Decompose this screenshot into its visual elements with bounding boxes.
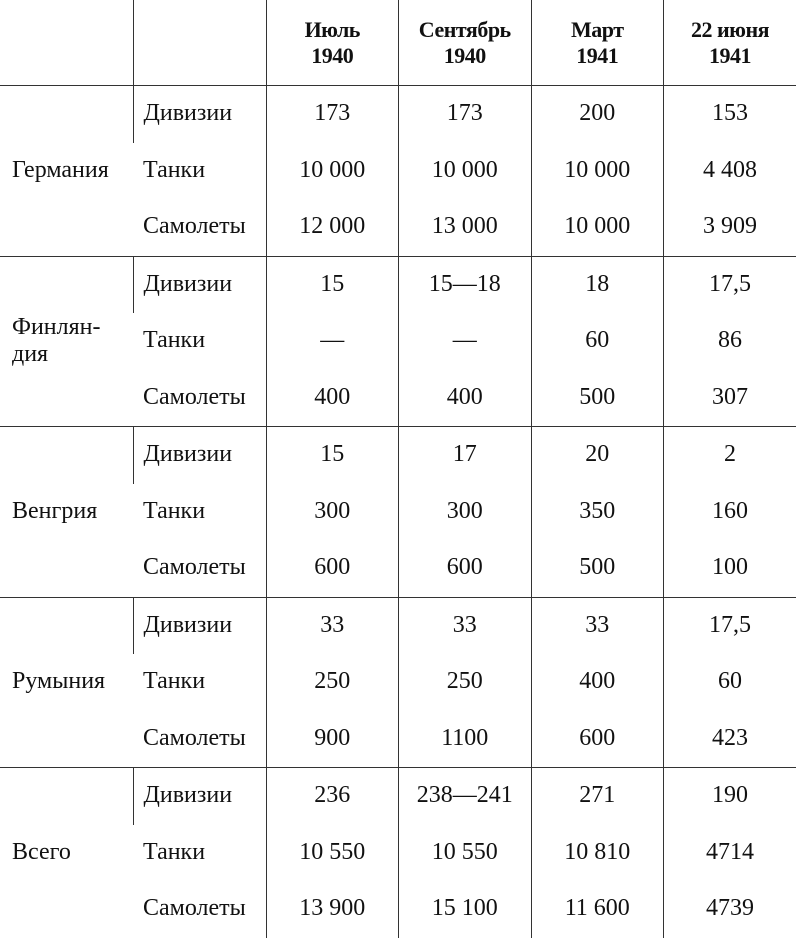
value-cell: 10 000: [266, 143, 399, 200]
value-cell: 350: [531, 484, 664, 541]
row-type-label: Танки: [133, 484, 266, 541]
header-row: [0, 0, 796, 86]
country-cell: Венгрия: [0, 427, 133, 598]
value-cell: 10 000: [531, 143, 664, 200]
column-header: [399, 0, 532, 86]
value-cell: 33: [531, 597, 664, 654]
column-header-label: Сентябрь: [399, 17, 531, 42]
value-cell: 86: [664, 313, 796, 370]
row-type-label: Дивизии: [133, 256, 266, 313]
row-type-label: Танки: [133, 654, 266, 711]
value-cell: 18: [531, 256, 664, 313]
column-header-year: 1940: [267, 43, 399, 68]
row-type-label: Самолеты: [133, 881, 266, 938]
row-type-label: Самолеты: [133, 370, 266, 427]
value-cell: 12 000: [266, 199, 399, 256]
value-cell: 300: [266, 484, 399, 541]
row-type-label: Танки: [133, 825, 266, 882]
table-body: [0, 86, 796, 938]
value-cell: 15—18: [399, 256, 532, 313]
country-cell: Германия: [0, 86, 133, 257]
value-cell: 33: [266, 597, 399, 654]
row-type-label: Танки: [133, 143, 266, 200]
value-cell: 271: [531, 768, 664, 825]
value-cell: 4739: [664, 881, 796, 938]
column-header: [531, 0, 664, 86]
value-cell: 500: [531, 540, 664, 597]
value-cell: 600: [531, 711, 664, 768]
value-cell: 238—241: [399, 768, 532, 825]
table-row: [0, 597, 796, 654]
value-cell: 15: [266, 256, 399, 313]
value-cell: 15 100: [399, 881, 532, 938]
country-cell: Всего: [0, 768, 133, 938]
value-cell: 250: [399, 654, 532, 711]
value-cell: 33: [399, 597, 532, 654]
table-row: [0, 256, 796, 313]
value-cell: 15: [266, 427, 399, 484]
value-cell: 160: [664, 484, 796, 541]
value-cell: 400: [399, 370, 532, 427]
value-cell: 10 550: [266, 825, 399, 882]
value-cell: 1100: [399, 711, 532, 768]
column-header-label: 22 июня: [664, 17, 796, 42]
value-cell: 4714: [664, 825, 796, 882]
row-type-label: Дивизии: [133, 427, 266, 484]
value-cell: —: [266, 313, 399, 370]
row-type-label: Самолеты: [133, 540, 266, 597]
country-cell: Румыния: [0, 597, 133, 768]
value-cell: 60: [664, 654, 796, 711]
value-cell: 3 909: [664, 199, 796, 256]
value-cell: 17: [399, 427, 532, 484]
value-cell: 250: [266, 654, 399, 711]
table-row: [0, 427, 796, 484]
value-cell: 13 000: [399, 199, 532, 256]
value-cell: 190: [664, 768, 796, 825]
value-cell: 423: [664, 711, 796, 768]
value-cell: 11 600: [531, 881, 664, 938]
value-cell: 200: [531, 86, 664, 143]
value-cell: 10 000: [399, 143, 532, 200]
column-header: [266, 0, 399, 86]
column-header-year: 1941: [664, 43, 796, 68]
value-cell: 17,5: [664, 597, 796, 654]
value-cell: 400: [531, 654, 664, 711]
value-cell: 10 810: [531, 825, 664, 882]
row-type-label: Самолеты: [133, 199, 266, 256]
column-header-label: Июль: [267, 17, 399, 42]
header-corner-country: [0, 0, 133, 86]
value-cell: 10 550: [399, 825, 532, 882]
table-row: [0, 768, 796, 825]
column-header-label: Март: [532, 17, 664, 42]
value-cell: 173: [399, 86, 532, 143]
value-cell: 20: [531, 427, 664, 484]
column-header-year: 1940: [399, 43, 531, 68]
value-cell: 600: [399, 540, 532, 597]
country-cell: [0, 256, 133, 427]
column-header: [664, 0, 796, 86]
value-cell: 500: [531, 370, 664, 427]
value-cell: 153: [664, 86, 796, 143]
value-cell: —: [399, 313, 532, 370]
value-cell: 307: [664, 370, 796, 427]
value-cell: 236: [266, 768, 399, 825]
header-corner-type: [133, 0, 266, 86]
row-type-label: Танки: [133, 313, 266, 370]
row-type-label: Дивизии: [133, 86, 266, 143]
value-cell: 900: [266, 711, 399, 768]
row-type-label: Самолеты: [133, 711, 266, 768]
value-cell: 17,5: [664, 256, 796, 313]
table-row: [0, 86, 796, 143]
value-cell: 13 900: [266, 881, 399, 938]
value-cell: 400: [266, 370, 399, 427]
value-cell: 100: [664, 540, 796, 597]
value-cell: 2: [664, 427, 796, 484]
value-cell: 60: [531, 313, 664, 370]
value-cell: 173: [266, 86, 399, 143]
value-cell: 600: [266, 540, 399, 597]
country-label: Финлян- дия: [12, 314, 101, 368]
value-cell: 4 408: [664, 143, 796, 200]
value-cell: 10 000: [531, 199, 664, 256]
row-type-label: Дивизии: [133, 768, 266, 825]
value-cell: 300: [399, 484, 532, 541]
row-type-label: Дивизии: [133, 597, 266, 654]
column-header-year: 1941: [532, 43, 664, 68]
